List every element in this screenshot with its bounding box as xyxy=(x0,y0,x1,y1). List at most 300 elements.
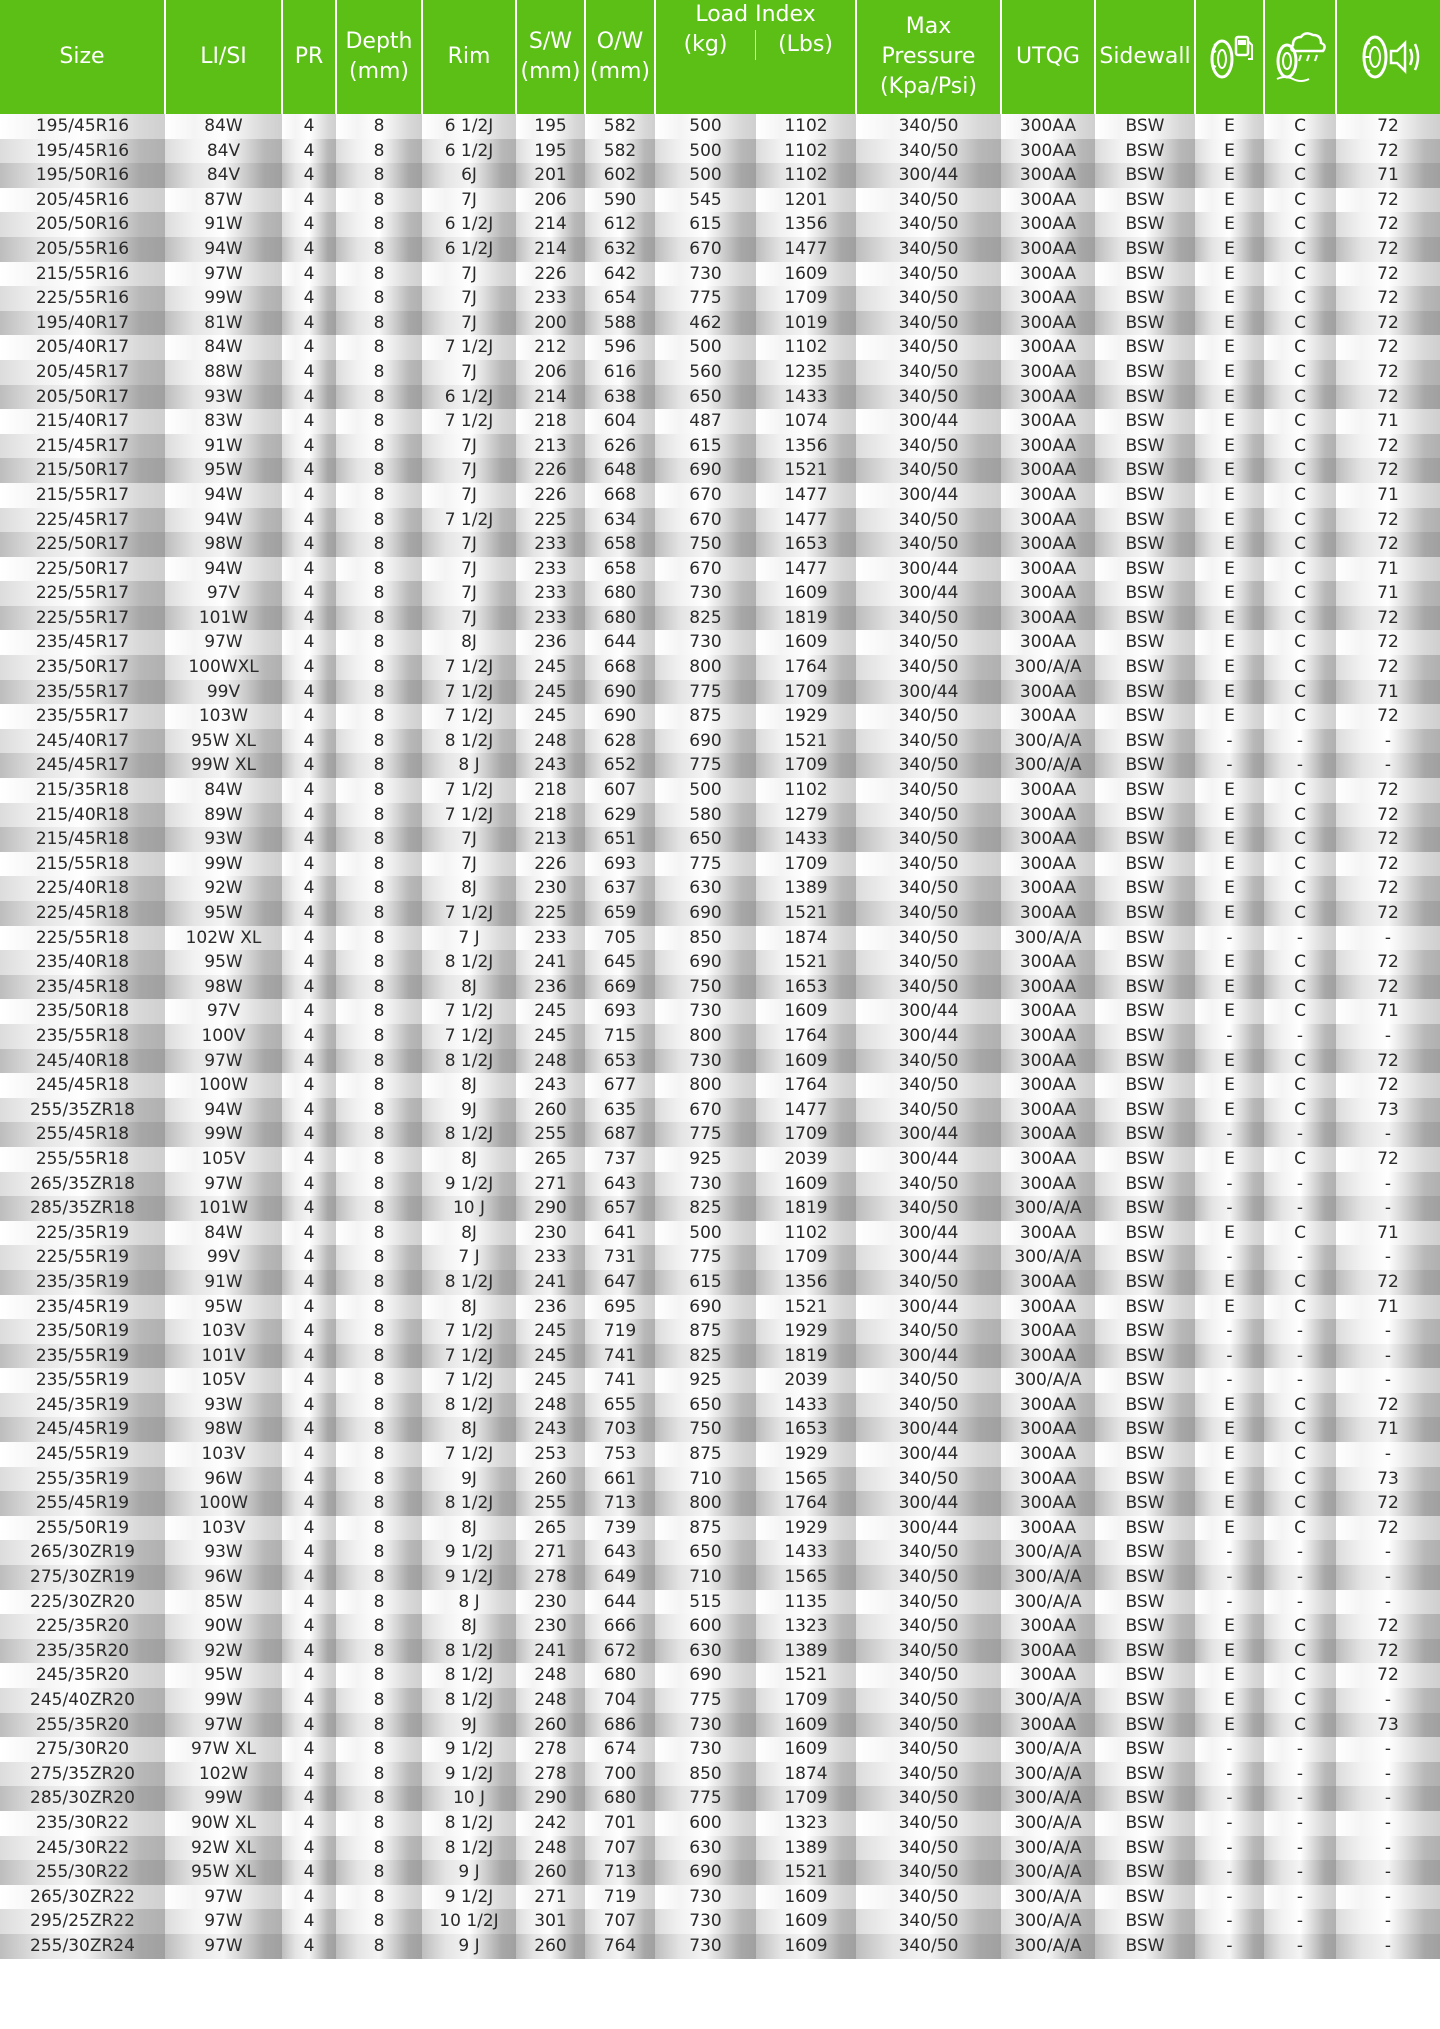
load-kg-label: (kg) xyxy=(656,30,756,60)
cell-max-pressure: 300/44 xyxy=(856,1221,1001,1246)
cell-li-si: 94W xyxy=(165,557,282,582)
cell-depth: 8 xyxy=(336,975,422,1000)
cell-sw: 233 xyxy=(516,1245,585,1270)
cell-sw: 218 xyxy=(516,409,585,434)
cell-load-lbs: 1323 xyxy=(756,1811,856,1836)
cell-load-kg: 800 xyxy=(655,655,756,680)
cell-wet-grip: - xyxy=(1264,1811,1336,1836)
cell-noise: - xyxy=(1336,1909,1440,1934)
cell-fuel-efficiency: E xyxy=(1195,1270,1264,1295)
cell-wet-grip: - xyxy=(1264,926,1336,951)
cell-fuel-efficiency: - xyxy=(1195,1909,1264,1934)
cell-li-si: 97V xyxy=(165,581,282,606)
cell-max-pressure: 340/50 xyxy=(856,1836,1001,1861)
cell-depth: 8 xyxy=(336,1270,422,1295)
cell-max-pressure: 340/50 xyxy=(856,1270,1001,1295)
cell-pr: 4 xyxy=(282,901,336,926)
cell-wet-grip: C xyxy=(1264,581,1336,606)
cell-ow: 644 xyxy=(585,630,655,655)
cell-wet-grip: - xyxy=(1264,1909,1336,1934)
cell-rim: 7J xyxy=(422,483,516,508)
cell-wet-grip: C xyxy=(1264,1467,1336,1492)
cell-utqg: 300AA xyxy=(1001,630,1095,655)
cell-wet-grip: C xyxy=(1264,557,1336,582)
cell-li-si: 97W xyxy=(165,1885,282,1910)
cell-utqg: 300AA xyxy=(1001,1713,1095,1738)
cell-rim: 8 1/2J xyxy=(422,1270,516,1295)
cell-pr: 4 xyxy=(282,729,336,754)
cell-rim: 7 1/2J xyxy=(422,508,516,533)
cell-size: 235/50R17 xyxy=(0,655,165,680)
cell-ow: 704 xyxy=(585,1688,655,1713)
cell-depth: 8 xyxy=(336,1713,422,1738)
cell-li-si: 95W xyxy=(165,1295,282,1320)
cell-li-si: 84W xyxy=(165,114,282,139)
cell-ow: 653 xyxy=(585,1049,655,1074)
table-row xyxy=(0,483,1440,508)
cell-fuel-efficiency: - xyxy=(1195,729,1264,754)
cell-load-lbs: 1102 xyxy=(756,1221,856,1246)
cell-sidewall: BSW xyxy=(1095,778,1195,803)
cell-size: 225/55R17 xyxy=(0,606,165,631)
cell-wet-grip: - xyxy=(1264,1885,1336,1910)
cell-sw: 218 xyxy=(516,778,585,803)
cell-pr: 4 xyxy=(282,237,336,262)
cell-load-kg: 750 xyxy=(655,975,756,1000)
cell-sw: 200 xyxy=(516,311,585,336)
cell-sw: 255 xyxy=(516,1491,585,1516)
cell-ow: 632 xyxy=(585,237,655,262)
cell-pr: 4 xyxy=(282,1122,336,1147)
table-row xyxy=(0,1885,1440,1910)
cell-pr: 4 xyxy=(282,139,336,164)
cell-load-kg: 875 xyxy=(655,1516,756,1541)
cell-rim: 7J xyxy=(422,458,516,483)
col-ow: O/W (mm) xyxy=(585,0,655,114)
cell-wet-grip: C xyxy=(1264,1491,1336,1516)
cell-load-kg: 670 xyxy=(655,483,756,508)
cell-utqg: 300/A/A xyxy=(1001,926,1095,951)
cell-load-lbs: 1102 xyxy=(756,139,856,164)
cell-sw: 290 xyxy=(516,1196,585,1221)
cell-sidewall: BSW xyxy=(1095,581,1195,606)
cell-load-lbs: 1521 xyxy=(756,1860,856,1885)
cell-sidewall: BSW xyxy=(1095,926,1195,951)
cell-size: 245/30R22 xyxy=(0,1836,165,1861)
cell-max-pressure: 300/44 xyxy=(856,163,1001,188)
cell-rim: 7J xyxy=(422,262,516,287)
cell-depth: 8 xyxy=(336,1417,422,1442)
cell-noise: 72 xyxy=(1336,704,1440,729)
cell-fuel-efficiency: - xyxy=(1195,1934,1264,1959)
cell-fuel-efficiency: E xyxy=(1195,114,1264,139)
cell-noise: - xyxy=(1336,1590,1440,1615)
cell-fuel-efficiency: E xyxy=(1195,606,1264,631)
cell-fuel-efficiency: E xyxy=(1195,950,1264,975)
cell-wet-grip: C xyxy=(1264,311,1336,336)
cell-li-si: 103W xyxy=(165,704,282,729)
cell-pr: 4 xyxy=(282,1713,336,1738)
cell-pr: 4 xyxy=(282,680,336,705)
cell-load-lbs: 1521 xyxy=(756,901,856,926)
cell-wet-grip: - xyxy=(1264,1762,1336,1787)
cell-wet-grip: C xyxy=(1264,434,1336,459)
cell-utqg: 300AA xyxy=(1001,704,1095,729)
cell-noise: - xyxy=(1336,1786,1440,1811)
cell-noise: 72 xyxy=(1336,876,1440,901)
cell-utqg: 300/A/A xyxy=(1001,1811,1095,1836)
cell-pr: 4 xyxy=(282,1221,336,1246)
cell-ow: 701 xyxy=(585,1811,655,1836)
cell-sidewall: BSW xyxy=(1095,557,1195,582)
cell-sw: 225 xyxy=(516,508,585,533)
cell-ow: 642 xyxy=(585,262,655,287)
cell-noise: - xyxy=(1336,926,1440,951)
cell-rim: 9J xyxy=(422,1467,516,1492)
cell-utqg: 300/A/A xyxy=(1001,729,1095,754)
cell-max-pressure: 340/50 xyxy=(856,655,1001,680)
cell-depth: 8 xyxy=(336,1639,422,1664)
cell-size: 215/35R18 xyxy=(0,778,165,803)
cell-li-si: 90W XL xyxy=(165,1811,282,1836)
cell-wet-grip: - xyxy=(1264,1565,1336,1590)
cell-sidewall: BSW xyxy=(1095,1540,1195,1565)
cell-load-kg: 650 xyxy=(655,1393,756,1418)
cell-size: 195/45R16 xyxy=(0,139,165,164)
cell-sw: 255 xyxy=(516,1122,585,1147)
cell-utqg: 300/A/A xyxy=(1001,753,1095,778)
cell-utqg: 300AA xyxy=(1001,1270,1095,1295)
cell-max-pressure: 340/50 xyxy=(856,360,1001,385)
cell-sidewall: BSW xyxy=(1095,311,1195,336)
cell-li-si: 84V xyxy=(165,139,282,164)
cell-li-si: 98W xyxy=(165,532,282,557)
cell-li-si: 95W XL xyxy=(165,729,282,754)
cell-size: 265/30ZR19 xyxy=(0,1540,165,1565)
cell-max-pressure: 340/50 xyxy=(856,1737,1001,1762)
table-row xyxy=(0,1245,1440,1270)
cell-size: 295/25ZR22 xyxy=(0,1909,165,1934)
cell-noise: - xyxy=(1336,729,1440,754)
cell-load-lbs: 1356 xyxy=(756,1270,856,1295)
cell-sw: 245 xyxy=(516,1344,585,1369)
cell-wet-grip: C xyxy=(1264,606,1336,631)
cell-fuel-efficiency: E xyxy=(1195,680,1264,705)
cell-size: 205/50R16 xyxy=(0,212,165,237)
cell-rim: 9 1/2J xyxy=(422,1540,516,1565)
cell-size: 245/35R20 xyxy=(0,1663,165,1688)
cell-pr: 4 xyxy=(282,360,336,385)
cell-li-si: 91W xyxy=(165,1270,282,1295)
cell-wet-grip: - xyxy=(1264,1319,1336,1344)
cell-utqg: 300/A/A xyxy=(1001,1885,1095,1910)
cell-pr: 4 xyxy=(282,1295,336,1320)
cell-noise: 72 xyxy=(1336,385,1440,410)
cell-sw: 290 xyxy=(516,1786,585,1811)
cell-sw: 245 xyxy=(516,704,585,729)
cell-pr: 4 xyxy=(282,1344,336,1369)
cell-sidewall: BSW xyxy=(1095,975,1195,1000)
cell-depth: 8 xyxy=(336,360,422,385)
table-row xyxy=(0,1516,1440,1541)
cell-sidewall: BSW xyxy=(1095,1762,1195,1787)
cell-fuel-efficiency: - xyxy=(1195,1319,1264,1344)
cell-li-si: 99W xyxy=(165,1688,282,1713)
col-max-pressure: Max Pressure (Kpa/Psi) xyxy=(856,0,1001,114)
cell-load-lbs: 1819 xyxy=(756,1344,856,1369)
cell-rim: 9 1/2J xyxy=(422,1737,516,1762)
cell-sidewall: BSW xyxy=(1095,1565,1195,1590)
cell-fuel-efficiency: E xyxy=(1195,311,1264,336)
cell-max-pressure: 340/50 xyxy=(856,1811,1001,1836)
cell-rim: 7J xyxy=(422,581,516,606)
cell-depth: 8 xyxy=(336,458,422,483)
cell-max-pressure: 340/50 xyxy=(856,1368,1001,1393)
cell-li-si: 83W xyxy=(165,409,282,434)
cell-load-kg: 775 xyxy=(655,852,756,877)
cell-li-si: 97W XL xyxy=(165,1737,282,1762)
cell-load-lbs: 1609 xyxy=(756,581,856,606)
cell-ow: 596 xyxy=(585,335,655,360)
cell-utqg: 300AA xyxy=(1001,1344,1095,1369)
cell-load-kg: 630 xyxy=(655,1639,756,1664)
cell-utqg: 300AA xyxy=(1001,1024,1095,1049)
cell-sw: 248 xyxy=(516,1836,585,1861)
table-row xyxy=(0,1319,1440,1344)
cell-load-kg: 670 xyxy=(655,237,756,262)
cell-pr: 4 xyxy=(282,1565,336,1590)
cell-utqg: 300/A/A xyxy=(1001,1934,1095,1959)
cell-sw: 201 xyxy=(516,163,585,188)
cell-load-lbs: 1565 xyxy=(756,1565,856,1590)
cell-fuel-efficiency: - xyxy=(1195,1344,1264,1369)
cell-load-kg: 487 xyxy=(655,409,756,434)
cell-noise: - xyxy=(1336,1344,1440,1369)
cell-utqg: 300AA xyxy=(1001,581,1095,606)
cell-utqg: 300AA xyxy=(1001,1073,1095,1098)
table-row xyxy=(0,1540,1440,1565)
cell-li-si: 92W xyxy=(165,1639,282,1664)
table-row xyxy=(0,975,1440,1000)
cell-load-lbs: 1609 xyxy=(756,1172,856,1197)
cell-load-lbs: 1102 xyxy=(756,335,856,360)
cell-utqg: 300AA xyxy=(1001,458,1095,483)
cell-load-kg: 730 xyxy=(655,1909,756,1934)
cell-wet-grip: C xyxy=(1264,335,1336,360)
cell-fuel-efficiency: E xyxy=(1195,901,1264,926)
cell-rim: 8 1/2J xyxy=(422,1663,516,1688)
cell-noise: - xyxy=(1336,1565,1440,1590)
cell-noise: 72 xyxy=(1336,950,1440,975)
cell-sidewall: BSW xyxy=(1095,1073,1195,1098)
cell-load-kg: 630 xyxy=(655,876,756,901)
cell-fuel-efficiency: - xyxy=(1195,1565,1264,1590)
cell-sidewall: BSW xyxy=(1095,999,1195,1024)
cell-utqg: 300/A/A xyxy=(1001,1590,1095,1615)
cell-load-lbs: 1019 xyxy=(756,311,856,336)
cell-noise: 71 xyxy=(1336,999,1440,1024)
cell-load-lbs: 1565 xyxy=(756,1467,856,1492)
cell-pr: 4 xyxy=(282,1811,336,1836)
cell-depth: 8 xyxy=(336,753,422,778)
cell-load-kg: 730 xyxy=(655,1934,756,1959)
cell-sidewall: BSW xyxy=(1095,1393,1195,1418)
cell-max-pressure: 340/50 xyxy=(856,1860,1001,1885)
cell-ow: 668 xyxy=(585,483,655,508)
cell-size: 285/30ZR20 xyxy=(0,1786,165,1811)
cell-max-pressure: 340/50 xyxy=(856,139,1001,164)
cell-sw: 233 xyxy=(516,286,585,311)
cell-noise: 72 xyxy=(1336,901,1440,926)
table-row xyxy=(0,1786,1440,1811)
cell-depth: 8 xyxy=(336,1565,422,1590)
cell-load-lbs: 1433 xyxy=(756,1540,856,1565)
cell-max-pressure: 340/50 xyxy=(856,335,1001,360)
cell-pr: 4 xyxy=(282,803,336,828)
cell-pr: 4 xyxy=(282,1245,336,1270)
cell-utqg: 300AA xyxy=(1001,1417,1095,1442)
cell-size: 235/45R17 xyxy=(0,630,165,655)
cell-fuel-efficiency: E xyxy=(1195,581,1264,606)
cell-sw: 212 xyxy=(516,335,585,360)
cell-size: 215/45R18 xyxy=(0,827,165,852)
cell-sw: 206 xyxy=(516,360,585,385)
cell-load-kg: 775 xyxy=(655,1245,756,1270)
cell-utqg: 300AA xyxy=(1001,680,1095,705)
cell-pr: 4 xyxy=(282,335,336,360)
cell-sw: 236 xyxy=(516,630,585,655)
cell-utqg: 300AA xyxy=(1001,1147,1095,1172)
cell-sw: 218 xyxy=(516,803,585,828)
cell-max-pressure: 300/44 xyxy=(856,999,1001,1024)
cell-sw: 243 xyxy=(516,1417,585,1442)
cell-rim: 9 J xyxy=(422,1860,516,1885)
cell-li-si: 84W xyxy=(165,335,282,360)
cell-noise: 72 xyxy=(1336,212,1440,237)
cell-sidewall: BSW xyxy=(1095,1663,1195,1688)
cell-rim: 7J xyxy=(422,557,516,582)
cell-fuel-efficiency: E xyxy=(1195,1417,1264,1442)
cell-pr: 4 xyxy=(282,1786,336,1811)
cell-size: 225/55R18 xyxy=(0,926,165,951)
cell-wet-grip: C xyxy=(1264,950,1336,975)
cell-sidewall: BSW xyxy=(1095,729,1195,754)
table-row xyxy=(0,335,1440,360)
cell-fuel-efficiency: E xyxy=(1195,1516,1264,1541)
cell-depth: 8 xyxy=(336,237,422,262)
cell-li-si: 101W xyxy=(165,606,282,631)
cell-fuel-efficiency: - xyxy=(1195,1885,1264,1910)
table-row xyxy=(0,532,1440,557)
cell-rim: 8 1/2J xyxy=(422,1836,516,1861)
cell-max-pressure: 300/44 xyxy=(856,1417,1001,1442)
cell-noise: - xyxy=(1336,1319,1440,1344)
cell-load-kg: 730 xyxy=(655,1172,756,1197)
cell-fuel-efficiency: E xyxy=(1195,803,1264,828)
cell-rim: 7 1/2J xyxy=(422,1442,516,1467)
cell-noise: 71 xyxy=(1336,483,1440,508)
cell-wet-grip: - xyxy=(1264,1122,1336,1147)
cell-wet-grip: C xyxy=(1264,286,1336,311)
cell-noise: 72 xyxy=(1336,606,1440,631)
cell-sidewall: BSW xyxy=(1095,385,1195,410)
cell-utqg: 300AA xyxy=(1001,385,1095,410)
cell-sw: 233 xyxy=(516,532,585,557)
cell-size: 235/30R22 xyxy=(0,1811,165,1836)
cell-sw: 260 xyxy=(516,1467,585,1492)
cell-ow: 612 xyxy=(585,212,655,237)
cell-size: 255/55R18 xyxy=(0,1147,165,1172)
cell-ow: 741 xyxy=(585,1368,655,1393)
cell-sw: 245 xyxy=(516,999,585,1024)
cell-li-si: 87W xyxy=(165,188,282,213)
cell-sw: 278 xyxy=(516,1737,585,1762)
cell-ow: 693 xyxy=(585,852,655,877)
cell-fuel-efficiency: - xyxy=(1195,1786,1264,1811)
cell-fuel-efficiency: - xyxy=(1195,1368,1264,1393)
cell-ow: 582 xyxy=(585,114,655,139)
cell-rim: 7 1/2J xyxy=(422,655,516,680)
cell-utqg: 300AA xyxy=(1001,1516,1095,1541)
cell-size: 265/35ZR18 xyxy=(0,1172,165,1197)
cell-fuel-efficiency: E xyxy=(1195,434,1264,459)
cell-load-kg: 615 xyxy=(655,212,756,237)
cell-load-lbs: 1764 xyxy=(756,1024,856,1049)
cell-utqg: 300AA xyxy=(1001,1172,1095,1197)
cell-wet-grip: C xyxy=(1264,1442,1336,1467)
cell-li-si: 97W xyxy=(165,1713,282,1738)
cell-ow: 635 xyxy=(585,1098,655,1123)
cell-size: 245/40R18 xyxy=(0,1049,165,1074)
table-row xyxy=(0,827,1440,852)
cell-noise: 72 xyxy=(1336,1270,1440,1295)
cell-wet-grip: - xyxy=(1264,1024,1336,1049)
cell-depth: 8 xyxy=(336,1024,422,1049)
table-row xyxy=(0,1860,1440,1885)
cell-pr: 4 xyxy=(282,926,336,951)
cell-load-lbs: 1609 xyxy=(756,1713,856,1738)
cell-sidewall: BSW xyxy=(1095,262,1195,287)
cell-utqg: 300AA xyxy=(1001,409,1095,434)
cell-ow: 713 xyxy=(585,1491,655,1516)
cell-wet-grip: - xyxy=(1264,1934,1336,1959)
cell-wet-grip: C xyxy=(1264,876,1336,901)
cell-rim: 7J xyxy=(422,311,516,336)
cell-li-si: 93W xyxy=(165,1540,282,1565)
cell-depth: 8 xyxy=(336,680,422,705)
cell-noise: - xyxy=(1336,1737,1440,1762)
cell-load-lbs: 1477 xyxy=(756,1098,856,1123)
cell-size: 195/45R16 xyxy=(0,114,165,139)
cell-size: 225/45R18 xyxy=(0,901,165,926)
cell-pr: 4 xyxy=(282,753,336,778)
cell-depth: 8 xyxy=(336,1540,422,1565)
cell-fuel-efficiency: - xyxy=(1195,1737,1264,1762)
cell-wet-grip: C xyxy=(1264,827,1336,852)
cell-ow: 690 xyxy=(585,680,655,705)
load-index-title: Load Index xyxy=(695,2,816,27)
cell-utqg: 300AA xyxy=(1001,1122,1095,1147)
cell-max-pressure: 340/50 xyxy=(856,1885,1001,1910)
cell-li-si: 103V xyxy=(165,1442,282,1467)
cell-depth: 8 xyxy=(336,1172,422,1197)
cell-fuel-efficiency: E xyxy=(1195,1713,1264,1738)
cell-pr: 4 xyxy=(282,311,336,336)
cell-sidewall: BSW xyxy=(1095,1122,1195,1147)
cell-fuel-efficiency: E xyxy=(1195,999,1264,1024)
cell-ow: 651 xyxy=(585,827,655,852)
cell-sw: 248 xyxy=(516,729,585,754)
